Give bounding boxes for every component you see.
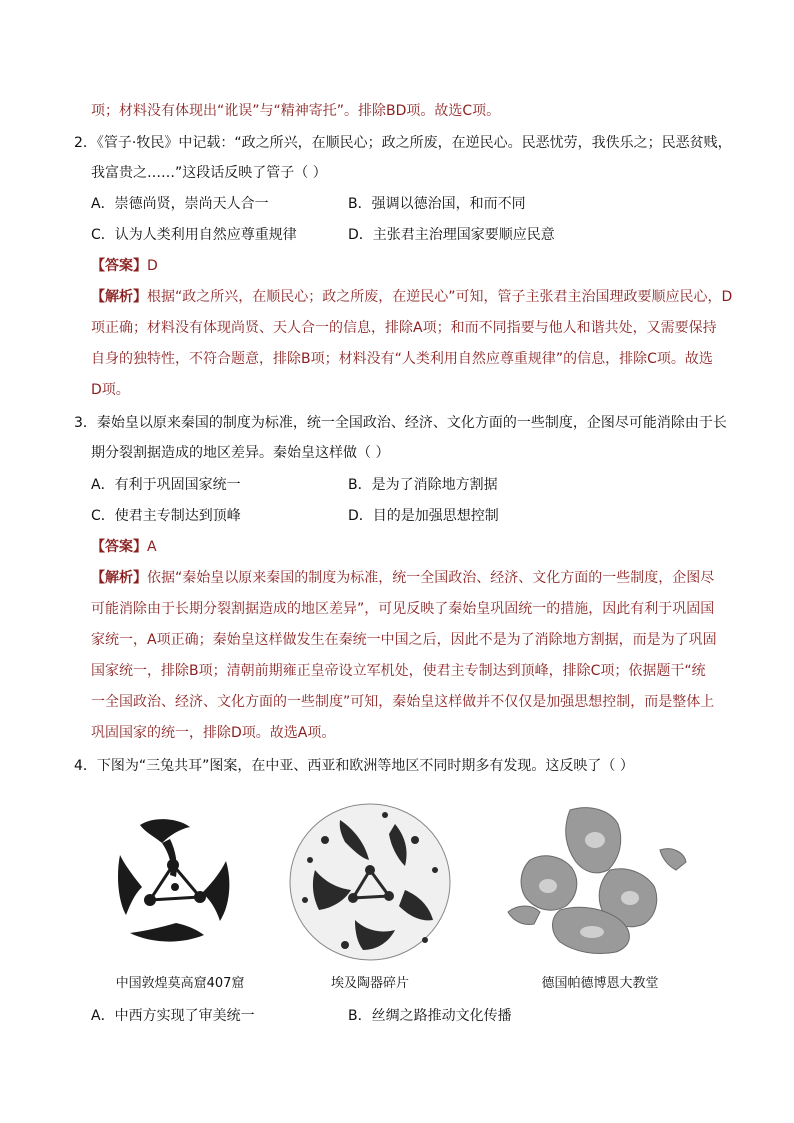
- answer-label: 【答案】: [91, 539, 147, 555]
- q3-answer: [91, 537, 157, 557]
- q3-stem-line1: 3．秦始皇以原来秦国的制度为标准，统一全国政治、经济、文化方面的一些制度，企图尽可能消除由于长: [74, 415, 727, 431]
- answer-value: D: [147, 258, 158, 274]
- q2-stem-line1: 2．《管子·牧民》中记载：“政之所兴，在顺民心；政之所废，在逆民心。民恶忧劳，我佚乐之；民恶贫贱，: [74, 135, 732, 151]
- q3-analysis-line2: 可能消除由于长期分裂割据造成的地区差异”，可见反映了秦始皇巩固统一的措施，因此有利于巩固国: [91, 601, 715, 617]
- q2-analysis-line1: [91, 287, 732, 307]
- q4-option-a: A．中西方实现了审美统一: [91, 1008, 255, 1024]
- q4-stem: 4．下图为“三兔共耳”图案，在中亚、西亚和欧洲等地区不同时期多有发现。这反映了（ ）: [74, 758, 634, 774]
- caption-paderborn: 德国帕德博恩大教堂: [541, 976, 659, 991]
- caption-egypt: 埃及陶器碎片: [330, 976, 409, 991]
- answer-label: 【答案】: [91, 258, 147, 274]
- answer-value: A: [147, 539, 157, 555]
- q3-stem-line2: 期分裂割据造成的地区差异。秦始皇这样做（ ）: [91, 445, 390, 461]
- q2-answer: [91, 256, 158, 276]
- q4-option-b: B．丝绸之路推动文化传播: [348, 1008, 512, 1024]
- q3-option-d: D．目的是加强思想控制: [348, 508, 499, 524]
- caption-dunhuang: 中国敦煌莫高窟407窟: [115, 976, 245, 991]
- q3-option-c: C．使君主专制达到顶峰: [91, 508, 241, 524]
- q2-analysis-line4: D项。: [91, 382, 130, 398]
- q3-analysis-line4: 国家统一，排除B项；清朝前期雍正皇帝设立军机处，使君主专制达到顶峰，排除C项；依据题干“统: [91, 663, 706, 679]
- analysis-label: 【解析】: [91, 570, 147, 586]
- q2-analysis-line2: 项正确；材料没有体现尚贤、天人合一的信息，排除A项；和而不同指要与他人和谐共处，又需要保持: [91, 320, 717, 336]
- q3-analysis-line3: 家统一，A项正确；秦始皇这样做发生在秦统一中国之后，因此不是为了消除地方割据，而是为了巩固: [91, 632, 717, 648]
- paderborn-hares-relief-image: [500, 800, 690, 960]
- q2-option-b: B．强调以德治国，和而不同: [348, 196, 526, 212]
- analysis-text: 依据“秦始皇以原来秦国的制度为标准，统一全国政治、经济、文化方面的一些制度，企图尽: [147, 570, 715, 586]
- q3-analysis-line5: 一全国政治、经济、文化方面的一些制度”可知，秦始皇这样做并不仅仅是加强思想控制，而是整体上: [91, 694, 715, 710]
- q2-option-d: D．主张君主治理国家要顺应民意: [348, 227, 555, 243]
- q1-analysis-tail: 项；材料没有体现出“讹误”与“精神寄托”。排除BD项。故选C项。: [91, 103, 501, 119]
- q2-option-c: C．认为人类利用自然应尊重规律: [91, 227, 297, 243]
- analysis-label: 【解析】: [91, 289, 147, 305]
- analysis-text: 根据“政之所兴，在顺民心；政之所废，在逆民心”可知，管子主张君主治国理政要顺应民心，D: [147, 289, 733, 305]
- dunhuang-three-hares-image: [100, 805, 250, 955]
- q3-option-a: A．有利于巩固国家统一: [91, 477, 241, 493]
- q3-analysis-line1: [91, 568, 714, 588]
- q2-analysis-line3: 自身的独特性，不符合题意，排除B项；材料没有“人类利用自然应尊重规律”的信息，排除C项。故选: [91, 351, 713, 367]
- q3-analysis-line6: 巩固国家的统一，排除D项。故选A项。: [91, 725, 336, 741]
- q2-stem-line2: 我富贵之……”这段话反映了管子（ ）: [91, 165, 327, 181]
- q3-option-b: B．是为了消除地方割据: [348, 477, 498, 493]
- q2-option-a: A．崇德尚贤，崇尚天人合一: [91, 196, 269, 212]
- egypt-pottery-shard-image: [285, 800, 455, 965]
